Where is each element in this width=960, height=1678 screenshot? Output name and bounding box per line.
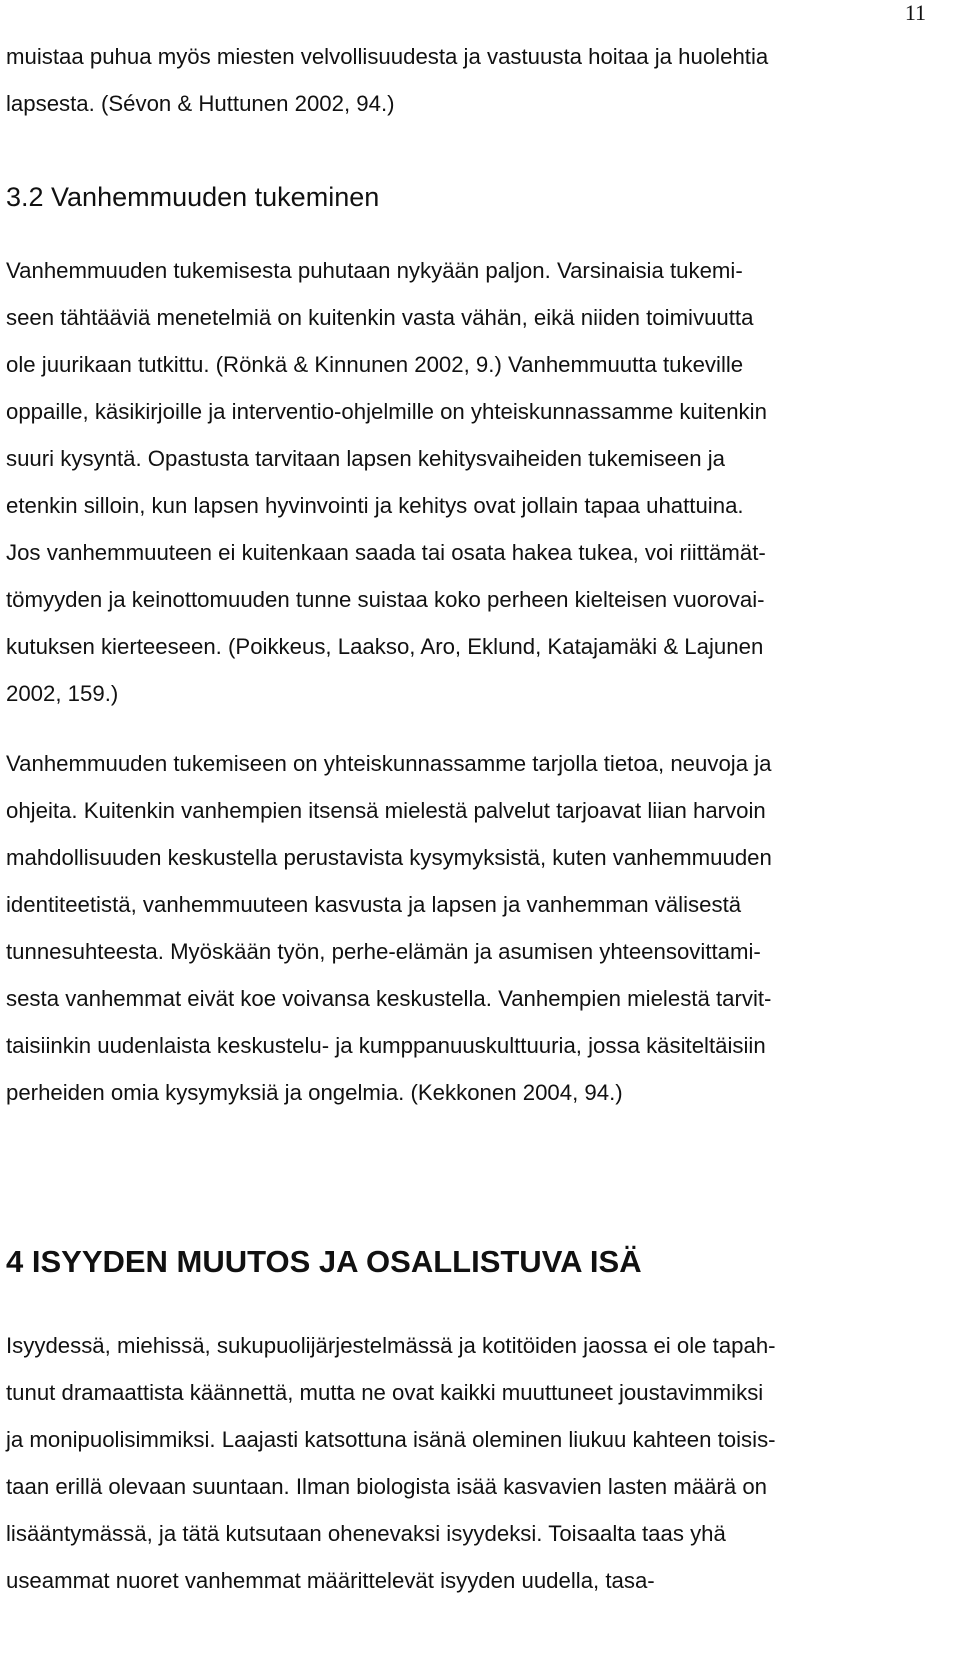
paragraph-intro	[6, 33, 912, 127]
text-line: oppaille, käsikirjoille ja interventio-ohjelmille on yhteiskunnassamme kuitenkin	[6, 399, 767, 424]
text-line: taisiinkin uudenlaista keskustelu- ja kumppanuuskulttuuria, jossa käsiteltäisiin	[6, 1033, 766, 1058]
text-line: muistaa puhua myös miesten velvollisuudesta ja vastuusta hoitaa ja huolehtia	[6, 44, 769, 69]
text-line: suuri kysyntä. Opastusta tarvitaan lapsen kehitysvaiheiden tukemiseen ja	[6, 446, 726, 471]
text-line: etenkin silloin, kun lapsen hyvinvointi ja kehitys ovat jollain tapaa uhattuina.	[6, 493, 744, 518]
page-number: 11	[904, 0, 926, 25]
text-line: Vanhemmuuden tukemiseen on yhteiskunnassamme tarjolla tietoa, neuvoja ja	[6, 751, 772, 776]
section-heading-3-2: 3.2 Vanhemmuuden tukeminen	[6, 182, 380, 212]
paragraph-fatherhood-change	[6, 1322, 912, 1604]
text-line: Jos vanhemmuuteen ei kuitenkaan saada tai osata hakea tukea, voi riittämät-	[6, 540, 766, 565]
text-line: seen tähtääviä menetelmiä on kuitenkin vasta vähän, eikä niiden toimivuutta	[6, 305, 754, 330]
text-line: ohjeita. Kuitenkin vanhempien itsensä mielestä palvelut tarjoavat liian harvoin	[6, 798, 766, 823]
document-body	[6, 33, 912, 1604]
text-line: mahdollisuuden keskustella perustavista kysymyksistä, kuten vanhemmuuden	[6, 845, 772, 870]
text-line: tunut dramaattista käännettä, mutta ne ovat kaikki muuttuneet joustavimmiksi	[6, 1380, 764, 1405]
text-line: 2002, 159.)	[6, 681, 119, 706]
text-line: tömyyden ja keinottomuuden tunne suistaa koko perheen kielteisen vuorovai-	[6, 587, 765, 612]
text-line: kutuksen kierteeseen. (Poikkeus, Laakso, Aro, Eklund, Katajamäki & Lajunen	[6, 634, 764, 659]
text-line: tunnesuhteesta. Myöskään työn, perhe-elämän ja asumisen yhteensovittami-	[6, 939, 761, 964]
text-line: ole juurikaan tutkittu. (Rönkä & Kinnunen 2002, 9.) Vanhemmuutta tukeville	[6, 352, 744, 377]
text-line: taan erillä olevaan suuntaan. Ilman biologista isää kasvavien lasten määrä on	[6, 1474, 768, 1499]
text-line: perheiden omia kysymyksiä ja ongelmia. (Kekkonen 2004, 94.)	[6, 1080, 623, 1105]
text-line: useammat nuoret vanhemmat määrittelevät isyyden uudella, tasa-	[6, 1568, 655, 1593]
text-line: Vanhemmuuden tukemisesta puhutaan nykyään paljon. Varsinaisia tukemi-	[6, 258, 743, 283]
text-line: lapsesta. (Sévon & Huttunen 2002, 94.)	[6, 91, 395, 116]
text-line: sesta vanhemmat eivät koe voivansa keskustella. Vanhempien mielestä tarvit-	[6, 986, 772, 1011]
text-line: Isyydessä, miehissä, sukupuolijärjestelmässä ja kotitöiden jaossa ei ole tapah-	[6, 1333, 776, 1358]
text-line: ja monipuolisimmiksi. Laajasti katsottuna isänä oleminen liukuu kahteen toisis-	[6, 1427, 776, 1452]
text-line: identiteetistä, vanhemmuuteen kasvusta ja lapsen ja vanhemman välisestä	[6, 892, 742, 917]
text-line: lisääntymässä, ja tätä kutsutaan ohenevaksi isyydeksi. Toisaalta taas yhä	[6, 1521, 726, 1546]
paragraph-support-methods	[6, 247, 912, 717]
chapter-heading-4: 4 ISYYDEN MUUTOS JA OSALLISTUVA ISÄ	[6, 1244, 642, 1279]
paragraph-parent-views	[6, 740, 912, 1116]
